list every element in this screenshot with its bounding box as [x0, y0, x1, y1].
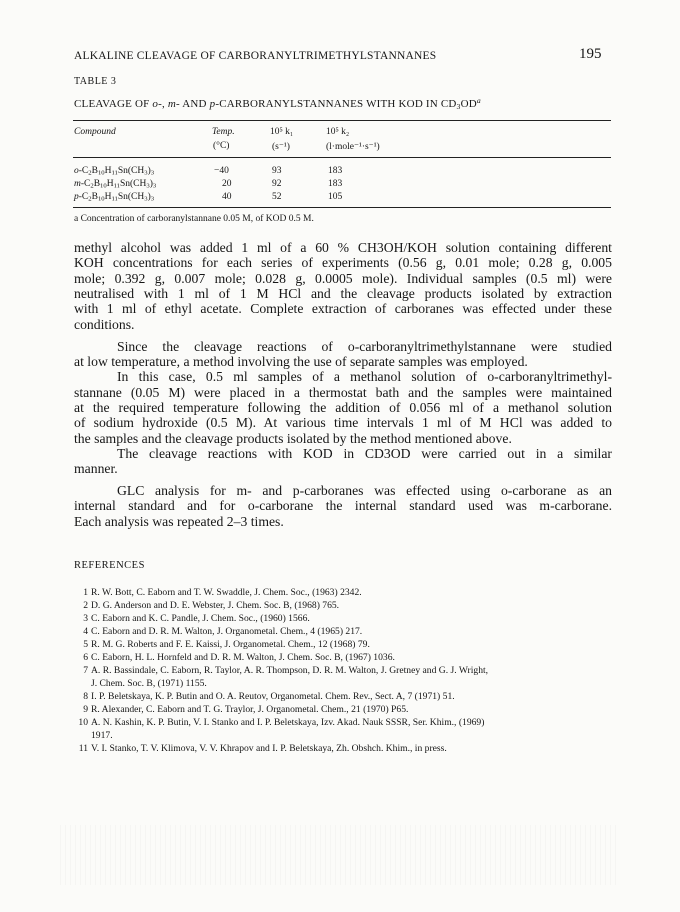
table-cell-temp: 40: [222, 192, 232, 202]
reference-number: 11: [78, 743, 88, 754]
body-line: stannane (0.05 M) were placed in a thermostat bath and the samples were maintained: [74, 385, 612, 400]
reference-number: 3: [83, 613, 88, 624]
running-title: ALKALINE CLEAVAGE OF CARBORANYLTRIMETHYLSTANNANES: [74, 50, 437, 62]
body-line: The cleavage reactions with KOD in CD3OD were carried out in a similar: [117, 446, 612, 461]
body-line: with 1 ml of ethyl acetate. Complete extraction of carboranes was effected under these: [74, 301, 612, 316]
table-header-rule: [73, 157, 611, 158]
reference-item: R. W. Bott, C. Eaborn and T. W. Swaddle, J. Chem. Soc., (1963) 2342.: [91, 587, 362, 598]
table-row: $p-C_2B_{10}H_{11}Sn(CH_3)_3$: [74, 192, 155, 203]
body-line: internal standard and for o-carborane the internal standard used was m-carborane.: [74, 498, 612, 513]
table-row: $m-C_2B_{10}H_{11}Sn(CH_3)_3$: [74, 179, 157, 190]
reference-item: D. G. Anderson and D. E. Webster, J. Chem. Soc. B, (1968) 765.: [91, 600, 340, 611]
table-cell-k1: 52: [272, 192, 282, 202]
reference-number: 4: [83, 626, 88, 637]
table-cell-k1: 93: [272, 166, 282, 176]
reference-item: C. Eaborn, H. L. Hornfeld and D. R. M. Walton, J. Chem. Soc. B, (1967) 1036.: [91, 652, 395, 663]
reference-item: V. I. Stanko, T. V. Klimova, V. V. Khrapov and I. P. Beletskaya, Zh. Obshch. Khim., in press.: [91, 743, 447, 754]
reference-item: A. R. Bassindale, C. Eaborn, R. Taylor, A. R. Thompson, D. R. M. Walton, J. Gretney and G. J. Wright,: [91, 665, 489, 676]
col-header-temp-unit: (°C): [213, 141, 230, 151]
col-header-temp: Temp.: [212, 127, 235, 137]
body-line: manner.: [74, 461, 118, 476]
reference-number: 1: [83, 587, 88, 598]
body-line: Since the cleavage reactions of o-carboranyltrimethylstannane were studied: [117, 339, 612, 354]
body-line: the samples and the cleavage products isolated by the method mentioned above.: [74, 431, 512, 446]
reference-number: 6: [83, 652, 88, 663]
body-line: conditions.: [74, 317, 135, 332]
reference-item: C. Eaborn and K. C. Pandle, J. Chem. Soc., (1960) 1566.: [91, 613, 310, 624]
body-line: mole; 0.392 g, 0.007 mole; 0.028 g, 0.0005 mole). Individual samples (0.5 ml) were: [74, 271, 612, 286]
reference-item: C. Eaborn and D. R. M. Walton, J. Organometal. Chem., 4 (1965) 217.: [91, 626, 363, 637]
table-bottom-rule: [73, 207, 611, 208]
reference-item-continued: 1917.: [91, 730, 113, 741]
table-label: TABLE 3: [74, 76, 117, 87]
body-line: Each analysis was repeated 2–3 times.: [74, 514, 284, 529]
col-header-k2-unit: (l·mole⁻¹·s⁻¹): [326, 142, 380, 152]
body-line: KOH concentrations for each series of experiments (0.56 g, 0.01 mole; 0.28 g, 0.005: [74, 255, 612, 270]
references-heading: REFERENCES: [74, 560, 145, 571]
reference-item: R. Alexander, C. Eaborn and T. G. Traylor, J. Organometal. Chem., 21 (1970) P65.: [91, 704, 409, 715]
table-footnote: a Concentration of carboranylstannane 0.05 M, of KOD 0.5 M.: [74, 214, 314, 224]
reference-item: A. N. Kashin, K. P. Butin, V. I. Stanko and I. P. Beletskaya, Izv. Akad. Nauk SSSR, Ser. Khim., (1969): [91, 717, 485, 728]
reference-number: 9: [83, 704, 88, 715]
table-cell-temp: −40: [214, 166, 229, 176]
col-header-k1-unit: (s⁻¹): [272, 142, 290, 152]
body-line: at the required temperature following the addition of 0.056 ml of a methanol solution: [74, 400, 612, 415]
table-cell-k1: 92: [272, 179, 282, 189]
body-line: neutralised with 1 ml of 1 M HCl and the cleavage products isolated by extraction: [74, 286, 612, 301]
table-cell-k2: 183: [328, 166, 343, 176]
reference-number: 7: [83, 665, 88, 676]
table-cell-k2: 105: [328, 192, 343, 202]
reference-item-continued: J. Chem. Soc. B, (1971) 1155.: [91, 678, 207, 689]
scan-noise: [60, 825, 620, 885]
col-header-k1: 10⁵ k₁: [270, 127, 294, 137]
page-number: 195: [579, 46, 602, 62]
table-cell-k2: 183: [328, 179, 343, 189]
table-cell-temp: 20: [222, 179, 232, 189]
table-row: $o-C_2B_{10}H_{11}Sn(CH_3)_3$: [74, 166, 155, 177]
col-header-compound: Compound: [74, 127, 116, 137]
body-line: GLC analysis for m- and p-carboranes was effected using o-carborane as an: [117, 483, 612, 498]
reference-number: 10: [78, 717, 88, 728]
reference-number: 5: [83, 639, 88, 650]
body-line: methyl alcohol was added 1 ml of a 60 % CH3OH/KOH solution containing different: [74, 240, 612, 255]
body-line: of sodium hydroxide (0.5 M). At various time intervals 1 ml of M HCl was added to: [74, 415, 612, 430]
table-top-rule: [73, 120, 611, 121]
body-line: In this case, 0.5 ml samples of a methanol solution of o-carboranyltrimethyl-: [117, 369, 612, 384]
reference-number: 8: [83, 691, 88, 702]
reference-number: 2: [83, 600, 88, 611]
reference-item: I. P. Beletskaya, K. P. Butin and O. A. Reutov, Organometal. Chem. Rev., Sect. A, 7 (1971) 51.: [91, 691, 455, 702]
col-header-k2: 10⁵ k₂: [326, 127, 350, 137]
body-line: at low temperature, a method involving the use of separate samples was employed.: [74, 354, 528, 369]
table-caption: CLEAVAGE OF o-, m- AND p-CARBORANYLSTANNANES WITH KOD IN $CD_3OD^a$: [74, 96, 481, 111]
reference-item: R. M. G. Roberts and F. E. Kaissi, J. Organometal. Chem., 12 (1968) 79.: [91, 639, 370, 650]
